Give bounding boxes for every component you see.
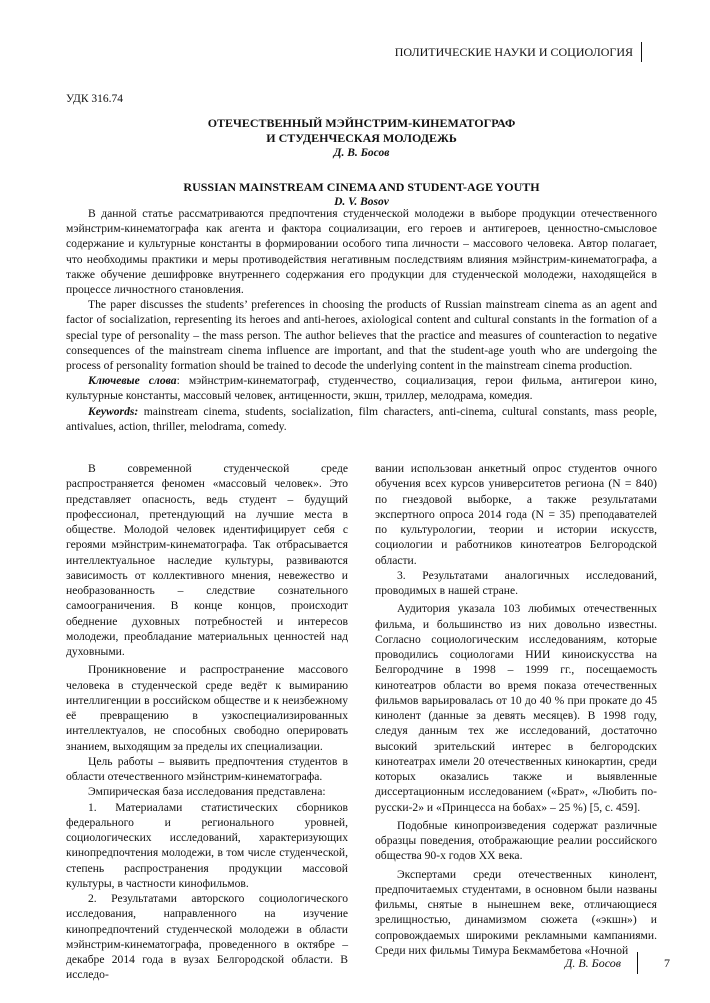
keywords-ru-text: : мэйнстрим-кинематограф, студенчество, социализация, герои фильма, антигерои кино, культурные константы, массовый человек, антиценности, экшн, триллер, мелодрама, комедия. [66,374,657,403]
title-en: RUSSIAN MAINSTREAM CINEMA AND STUDENT-AGE YOUTH [183,180,540,194]
paragraph: Экспертами среди отечественных кинолент, предпочитаемых студентами, в основном были названы фильмы, снятые в нынешнем веке, отличающиеся зрелищностью, динамизмом сюжета («экшн») и сопровождаемых широкими рекламными кампаниями. Среди них фильмы Тимура Бекмамбетова «Ночной [375,867,657,957]
running-head: ПОЛИТИЧЕСКИЕ НАУКИ И СОЦИОЛОГИЯ [395,42,642,62]
keywords-ru [66,373,657,403]
paragraph: Цель работы – выявить предпочтения студентов в области отечественного мэйнстрим-кинематографа. [66,754,348,783]
abstract [66,206,657,434]
abstract-ru: В данной статье рассматриваются предпочтения студенческой молодежи в выборе продукции отечественного мэйнстрим-кинематографа как агента и фактора социализации, его героев и антигероев, ценностно-смысловое содержание и культурные константы в формировании особого типа личности – массового человека. Автор полагает, что необходимы практики и меры противодействия негативным последствиям влияния мэйнстрим-кинематографа, а также обучение дешифровке внутреннего содержания его продукции для студенческой молодежи, находящейся в процессе личностного становления. [66,207,657,297]
keywords-en-text: mainstream cinema, students, socialization, film characters, anti-cinema, cultural constants, mass people, antivalues, action, thriller, melodrama, comedy. [66,404,657,433]
author-ru: Д. В. Босов [333,147,390,159]
paragraph: 2. Результатами авторского социологического исследования, направленного на изучение кинопредпочтений студенческой молодежи в области мэйнстрим-кинематографа, проведенного в октябре – декабре 2014 года в вузах Белгородской области. В исследо- [66,892,348,982]
left-column [66,461,348,983]
title-ru-line2: И СТУДЕНЧЕСКАЯ МОЛОДЕЖЬ [266,131,457,145]
author-en: D. V. Bosov [334,196,389,208]
paragraph: Эмпирическая база исследования представлена: [88,785,326,799]
keywords-en-label: Keywords: [88,404,139,418]
paragraph: В современной студенческой среде распространяется феномен «массовый человек». Это представляет опасность, ведь студент – будущий профессионал, претендующий на лучшие места в обществе. Молодой человек идентифицирует себя с героями мэйнстрим-кинематографа. Так отбрасывается интеллектуальное наследие культуры, развиваются зависимость от коллективного мнения, невежество и необразованность – следствие сознательного самоограничения. В конце концов, происходит обеднение духовных потребностей и интересов молодежи, преобладание материальных ценностей над духовными. [66,462,348,658]
footer-author: Д. В. Босов [565,952,638,974]
udk-code: УДК 316.74 [66,93,123,105]
title-ru-line1: ОТЕЧЕСТВЕННЫЙ МЭЙНСТРИМ-КИНЕМАТОГРАФ [207,116,516,130]
title-block [66,116,657,210]
paragraph: 3. Результатами аналогичных исследований, проводимых в нашей стране. [375,568,657,597]
keywords-ru-label: Ключевые слова [88,374,177,388]
abstract-en: The paper discusses the students’ preferences in choosing the products of Russian mainstream cinema as an agent and factor of socialization, representing its heroes and anti-heroes, axiological content and cultural constants in the formation of a special type of personality – the mass person. The author believes that the practice and measures of counteraction to negative consequences of the mainstream cinema influence are important, and that the student-age youth who are undergoing the process of personality formation should be trained to decode the underlying content in the mainstream cinema production. [66,298,657,373]
page-number: 7 [664,956,670,970]
right-column [375,461,657,983]
paragraph: Проникновение и распространение массового человека в студенческой среде ведёт к вымиранию интеллигенции в российском обществе и к неизбежному её превращению в узкоспециализированных интеллектуалов, не способных свободно оперировать знанием, выходящим за пределы их специализации. [66,663,348,753]
keywords-en [66,404,657,434]
body-columns [66,461,657,983]
paragraph: вании использован анкетный опрос студентов очного обучения всех курсов университетов региона (N = 840) по гнездовой выборке, а также результатами экспертного опроса 2014 года (N = 35) преподавателей по культурологии, теории и истории искусств, социологии и работников кинотеатров Белгородской области. [375,462,657,567]
paragraph: 1. Материалами статистических сборников федерального и регионального уровней, социологических исследований, характеризующих кинопредпочтения молодежи, в том числе студенческой, степень распространения продукции массовой культуры, в частности кинофильмов. [66,800,348,890]
paragraph: Подобные кинопроизведения содержат различные образцы поведения, отображающие реалии российского общества 90-х годов XX века. [375,818,657,863]
page-footer [565,952,670,974]
paragraph: Аудитория указала 103 любимых отечественных фильма, и большинство из них довольно известны. Согласно социологическим исследованиям, которые проводились социологами НИИ киноискусства на Белгородчине в 1998 – 1999 гг., посещаемость кинотеатров области во время показа отечественных фильмов варьировалась от 10 до 40 % при прокате до 45 кинолент (данные за девять месяцев). В 1998 году, следуя данным тех же исследований, достаточно высокий зрительский интерес в белгородских кинотеатрах имели 20 отечественных кинокартин, среди которых оказались также и выявленные диссертационным исследованием («Брат», «Любить по-русски-2» и «Принцесса на бобах» – 25 %) [5, с. 459]. [375,602,657,814]
